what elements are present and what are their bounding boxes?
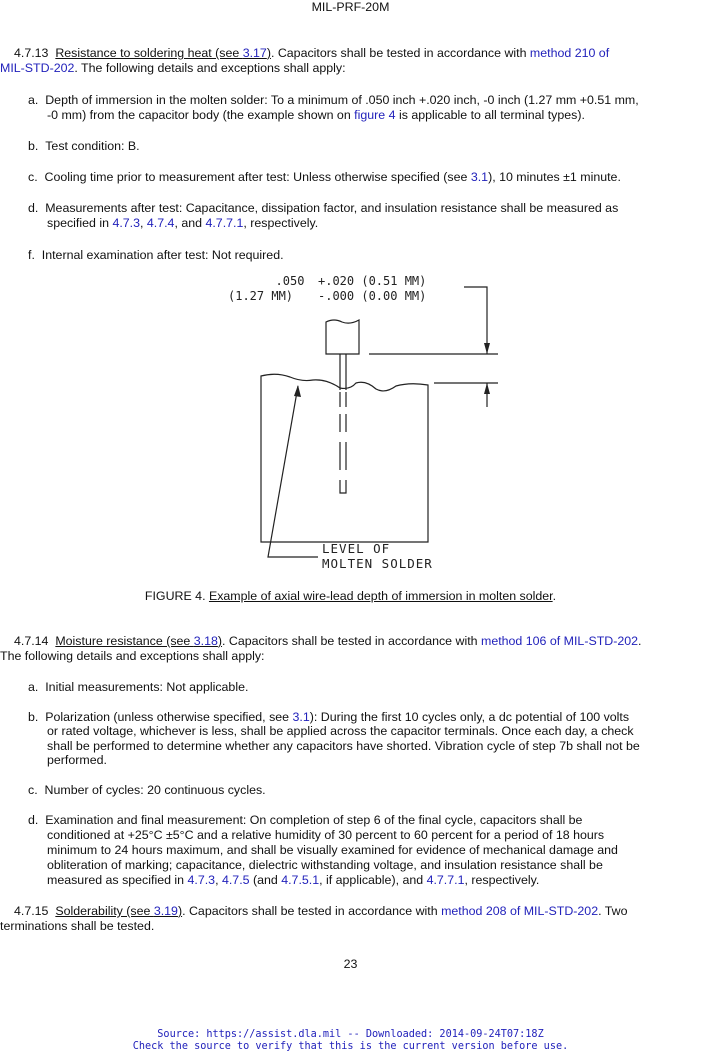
item-d-line2: conditioned at +25°C ±5°C and a relative humidity of 30 percent to 60 percent for a period of 18 hours bbox=[47, 828, 605, 842]
dim-nominal-in: .050 bbox=[275, 274, 305, 288]
ref-link-3-18[interactable]: 3.18 bbox=[193, 634, 218, 648]
item-c: c. Number of cycles: 20 continuous cycles. bbox=[28, 783, 266, 797]
section-title: Moisture resistance (see 3.18) bbox=[55, 634, 223, 648]
item-a: a. Initial measurements: Not applicable. bbox=[28, 680, 249, 694]
footer-source-line: Source: https://assist.dla.mil -- Downloaded: 2014-09-24T07:18Z bbox=[157, 1029, 544, 1040]
item-a-line2: -0 mm) from the capacitor body (the example shown on figure 4 is applicable to all terminal types). bbox=[47, 108, 585, 122]
item-d-line4: obliteration of marking; capacitance, dielectric withstanding voltage, and insulation resistance shall be bbox=[47, 858, 603, 872]
section-title: Resistance to soldering heat (see 3.17) bbox=[55, 46, 271, 60]
label-molten-solder: MOLTEN SOLDER bbox=[322, 556, 433, 571]
item-d-line1: d. Measurements after test: Capacitance, dissipation factor, and insulation resistance shall be measured as bbox=[28, 201, 619, 215]
item-b-line3: shall be performed to determine whether any capacitors have shorted. Vibration cycle of step 7b shall not be bbox=[47, 739, 640, 753]
item-d-line3: minimum to 24 hours maximum, and shall be visually examined for evidence of mechanical damage and bbox=[47, 843, 618, 857]
mil-std-202-link[interactable]: MIL-STD-202 bbox=[0, 61, 75, 75]
figure-4-caption: FIGURE 4. Example of axial wire-lead depth of immersion in molten solder. bbox=[144, 589, 557, 603]
method-208-link[interactable]: method 208 of MIL-STD-202 bbox=[441, 904, 599, 918]
section-4-7-13-line2: MIL-STD-202. The following details and exceptions shall apply: bbox=[0, 61, 346, 75]
section-number: 4.7.13 bbox=[14, 46, 49, 60]
item-c: c. Cooling time prior to measurement after test: Unless otherwise specified (see 3.1), 10 minutes ±1 minute. bbox=[28, 170, 621, 184]
section-4-7-13-heading: 4.7.13 Resistance to soldering heat (see 3.17). Capacitors shall be tested in accordance with method 210 of bbox=[14, 46, 610, 60]
method-106-link[interactable]: method 106 of MIL-STD-202 bbox=[481, 634, 639, 648]
item-b-line1: b. Polarization (unless otherwise specified, see 3.1): During the first 10 cycles only, a dc potential of 100 volts bbox=[28, 710, 630, 724]
section-4-7-15-line2: terminations shall be tested. bbox=[0, 919, 155, 933]
item-f: f. Internal examination after test: Not required. bbox=[28, 248, 284, 262]
ref-link-4-7-4[interactable]: 4.7.4 bbox=[146, 216, 175, 230]
ref-link-4-7-5-1[interactable]: 4.7.5.1 bbox=[281, 873, 320, 887]
document-id-header: MIL-PRF-20M bbox=[311, 0, 390, 14]
section-title: Solderability (see 3.19) bbox=[55, 904, 183, 918]
capacitor-body bbox=[326, 320, 359, 354]
ref-link-3-1[interactable]: 3.1 bbox=[292, 710, 310, 724]
footer-check-line: Check the source to verify that this is the current version before use. bbox=[132, 1041, 569, 1052]
label-level-of: LEVEL OF bbox=[322, 541, 391, 556]
ref-link-3-17[interactable]: 3.17 bbox=[242, 46, 267, 60]
item-a-line1: a. Depth of immersion in the molten solder: To a minimum of .050 inch +.020 inch, -0 inch (1.27 mm +0.51 mm, bbox=[28, 93, 639, 107]
dim-tol-plus: +.020 (0.51 MM) bbox=[318, 274, 427, 288]
item-b: b. Test condition: B. bbox=[28, 139, 140, 153]
section-4-7-14-heading: 4.7.14 Moisture resistance (see 3.18). Capacitors shall be tested in accordance with method 106 of MIL-STD-202. bbox=[14, 634, 642, 648]
ref-link-4-7-3[interactable]: 4.7.3 bbox=[112, 216, 140, 230]
method-210-link[interactable]: method 210 of bbox=[529, 46, 610, 60]
ref-link-4-7-5[interactable]: 4.7.5 bbox=[221, 873, 250, 887]
arrow-down-icon bbox=[484, 343, 490, 354]
item-b-line4: performed. bbox=[47, 753, 107, 767]
dim-nominal-mm: (1.27 MM) bbox=[228, 289, 294, 303]
section-4-7-14-line2: The following details and exceptions shall apply: bbox=[0, 649, 265, 663]
item-b-line2: or rated voltage, whichever is less, shall be applied across the capacitor terminals. Once each day, a check bbox=[47, 724, 634, 738]
arrow-leader-icon bbox=[294, 385, 301, 397]
section-4-7-15-heading: 4.7.15 Solderability (see 3.19). Capacitors shall be tested in accordance with method 208 of MIL-STD-202. Two bbox=[14, 904, 628, 918]
item-d-line1: d. Examination and final measurement: On completion of step 6 of the final cycle, capacitors shall be bbox=[28, 813, 583, 827]
figure-4-link[interactable]: figure 4 bbox=[354, 108, 396, 122]
item-d-line5: measured as specified in 4.7.3, 4.7.5 (and 4.7.5.1, if applicable), and 4.7.7.1, respectively. bbox=[47, 873, 540, 887]
ref-link-3-1[interactable]: 3.1 bbox=[470, 170, 489, 184]
ref-link-3-19[interactable]: 3.19 bbox=[153, 904, 178, 918]
page-number: 23 bbox=[343, 957, 358, 971]
figure-caption-title: Example of axial wire-lead depth of immersion in molten solder bbox=[208, 589, 553, 603]
solder-pot bbox=[261, 374, 428, 542]
ref-link-4-7-7-1[interactable]: 4.7.7.1 bbox=[426, 873, 465, 887]
item-d-line2: specified in 4.7.3, 4.7.4, and 4.7.7.1, respectively. bbox=[47, 216, 319, 230]
ref-link-4-7-3[interactable]: 4.7.3 bbox=[187, 873, 216, 887]
ref-link-4-7-7-1[interactable]: 4.7.7.1 bbox=[205, 216, 244, 230]
arrow-up-icon bbox=[484, 383, 490, 394]
dim-tol-minus: -.000 (0.00 MM) bbox=[318, 289, 427, 303]
